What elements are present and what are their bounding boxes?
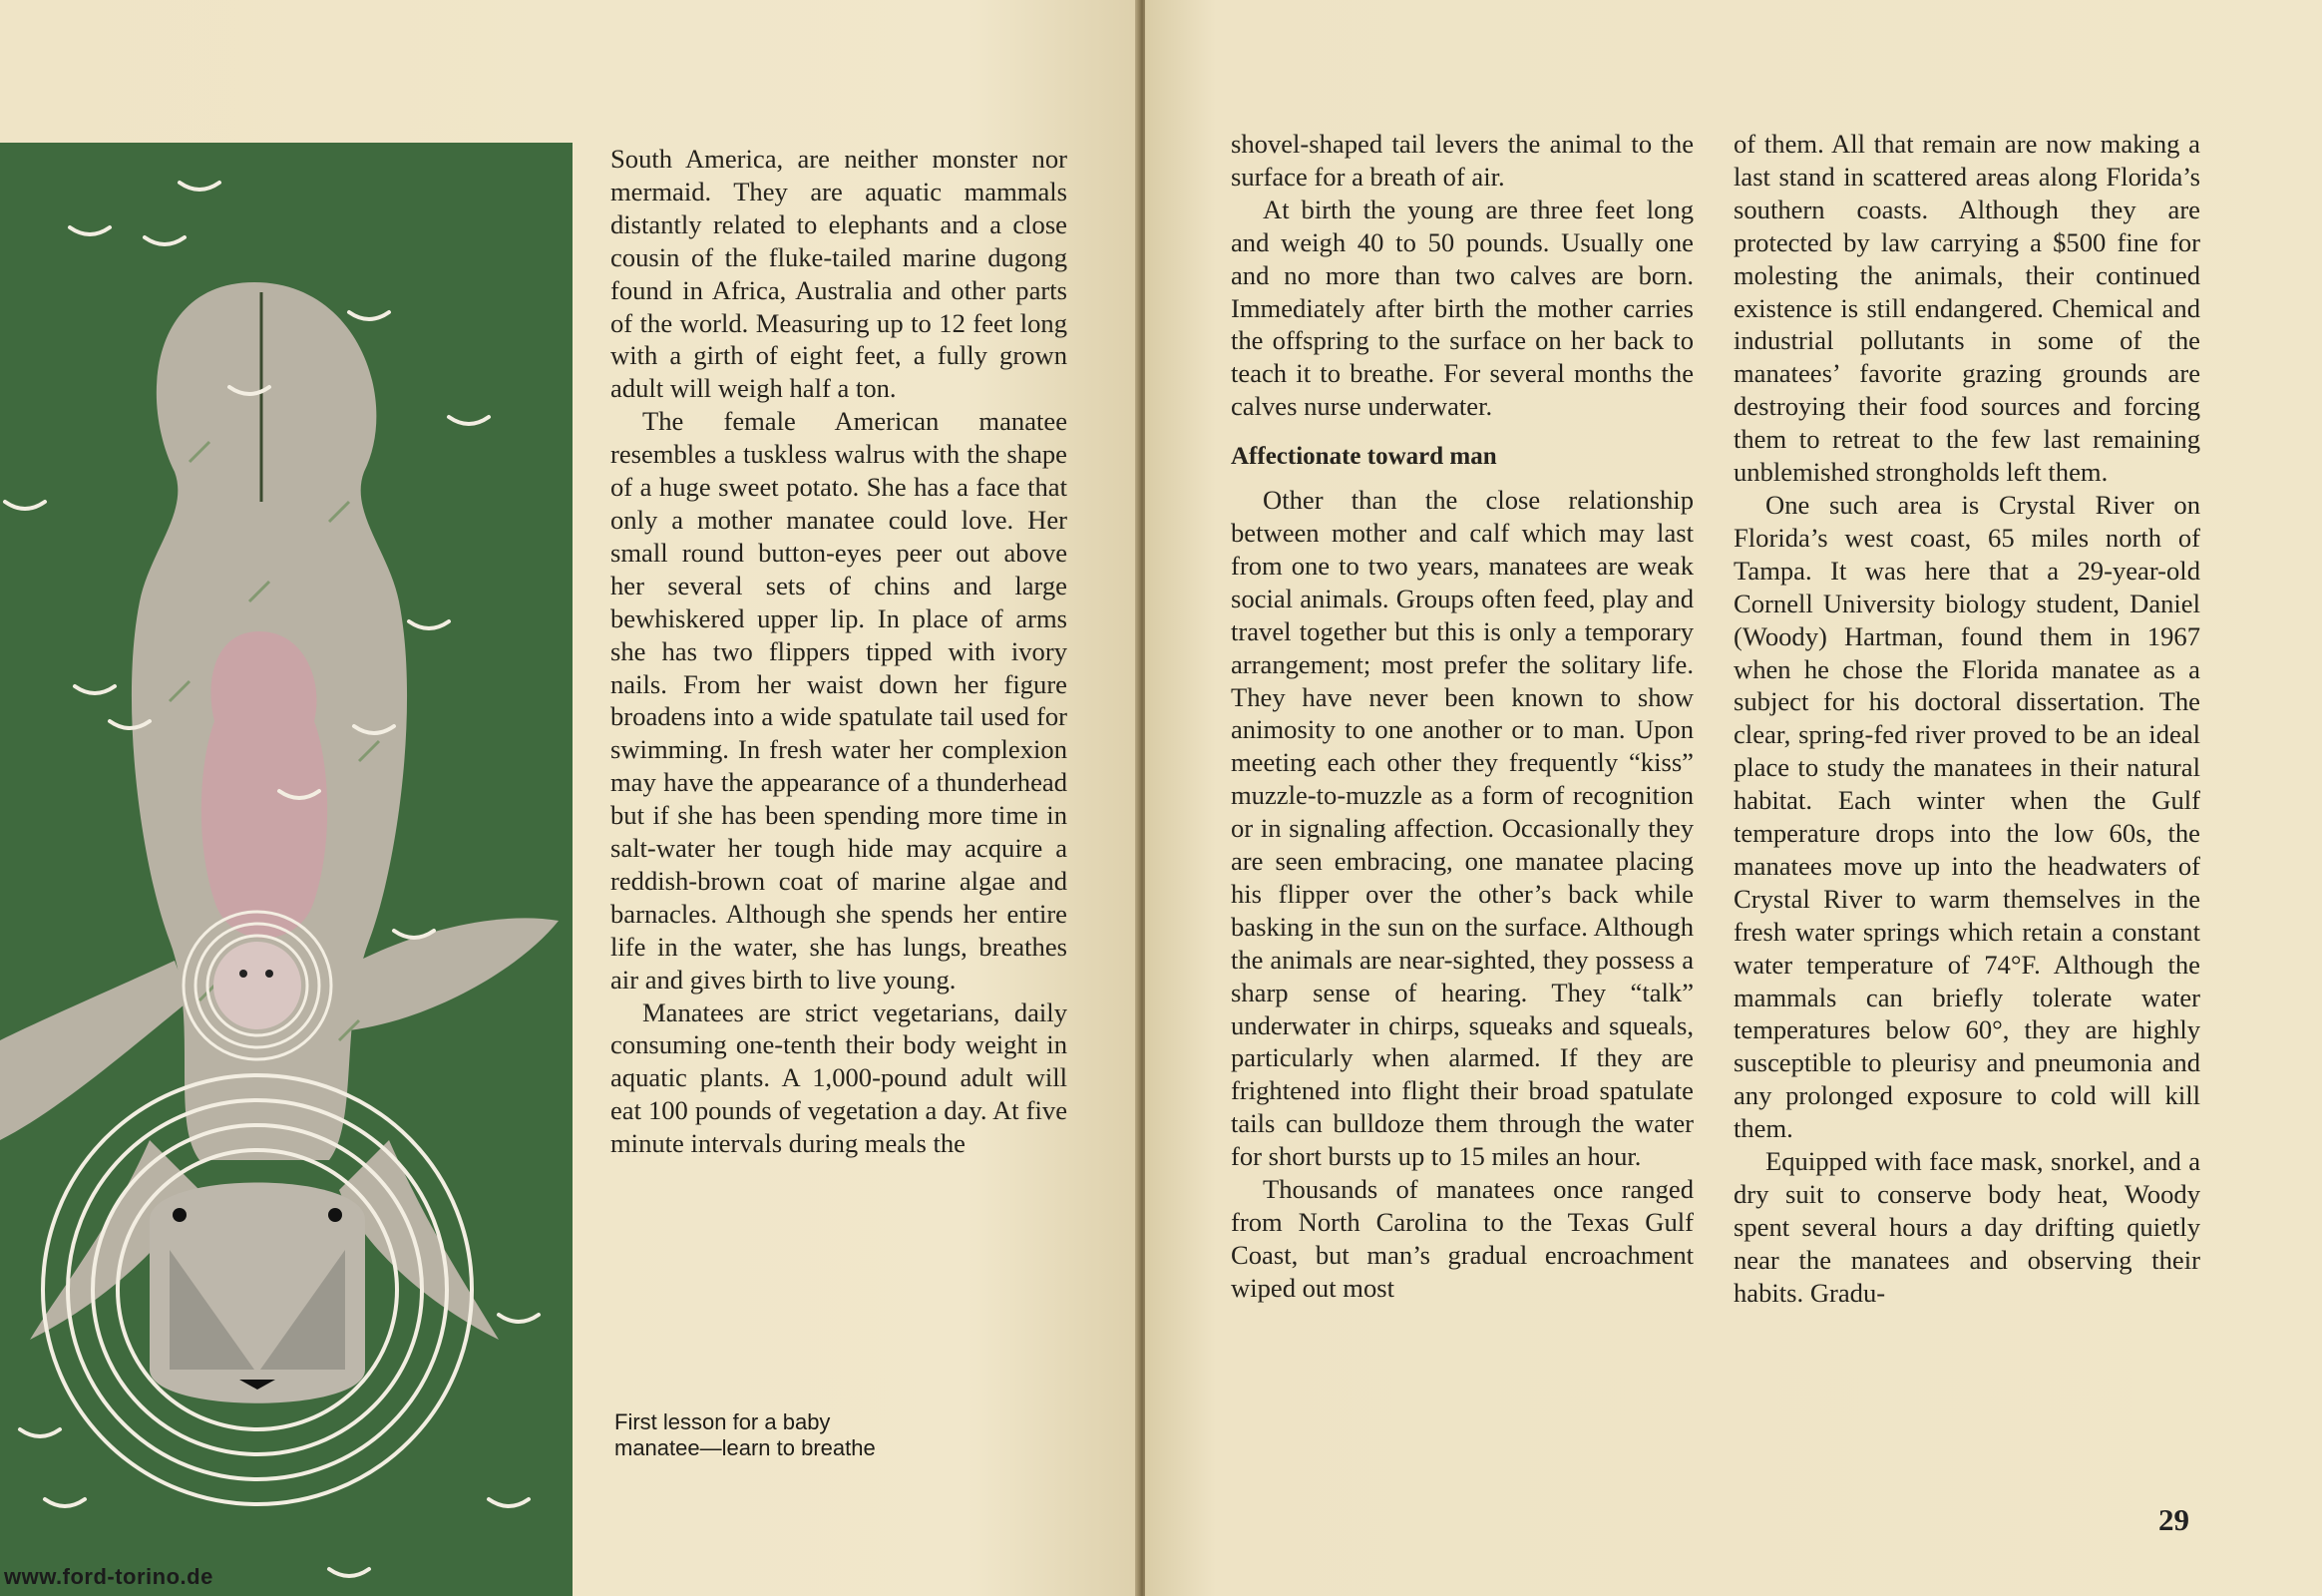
column-3 xyxy=(1734,128,2200,1310)
watermark: www.ford-torino.de xyxy=(4,1564,213,1589)
paragraph: One such area is Crystal River on Florida’s west coast, 65 miles north of Tampa. It was here that a 29-year-old Cornell University biology student, Daniel (Woody) Hartman, found them in 1967 when he chose the Florida manatee as a subject for his doctoral dissertation. The clear, spring-fed river proved to be an ideal place to study the manatees in their natural habitat. Each winter when the Gulf temperature drops into the low 60s, the manatees move up into the headwaters of Crystal River to warm themselves in the fresh water springs which retain a constant water temperature of 74°F. Although the mammals can briefly tolerate water temperatures below 60°, they are highly susceptible to pleurisy and pneumonia and any prolonged exposure to cold will kill them. xyxy=(1734,489,2200,1144)
paragraph: of them. All that remain are now making a last stand in scattered areas along Florida’s southern coasts. Although they are protected by law carrying a $500 fine for molesting the animals, their continued existence is still endangered. Chemical and industrial pollutants in some of the manatees’ favorite grazing grounds are destroying their food sources and forcing them to retreat to the few last remaining unblemished strongholds left them. xyxy=(1734,129,2200,488)
manatee-illustration xyxy=(0,143,573,1596)
paragraph: Equipped with face mask, snorkel, and a dry suit to conserve body heat, Woody spent several hours a day drifting quietly near the manatees and observing their habits. Gradu- xyxy=(1734,1146,2200,1308)
illustration-caption: First lesson for a baby manatee—learn to breathe xyxy=(614,1409,876,1460)
paragraph: At birth the young are three feet long and weigh 40 to 50 pounds. Usually one and no more than two calves are born. Immediately after birth the mother carries the offspring to the surface on her back to teach it to breathe. For several months the calves nurse underwater. xyxy=(1231,194,1694,422)
column-2 xyxy=(1231,128,1694,1305)
paragraph: Other than the close relationship between mother and calf which may last from one to two years, manatees are weak social animals. Groups often feed, play and travel together but this is only a temporary arrangement; most prefer the solitary life. They have never been known to show animosity to one another or to man. Upon meeting each other they frequently “kiss” muzzle-to-muzzle as a form of recognition or in signaling affection. Occasionally they are seen embracing, one manatee placing his flipper over the other’s back while basking in the sun on the surface. Although the animals are near-sighted, they possess a sharp sense of hearing. They “talk” underwater in chirps, squeaks and squeals, particularly when alarmed. If they are frightened into flight their broad spatulate tails can bulldoze them through the water for short bursts up to 15 miles an hour. xyxy=(1231,485,1694,1172)
section-heading: Affectionate toward man xyxy=(1231,443,1497,471)
right-flipper xyxy=(349,918,559,1030)
calf-body xyxy=(201,631,327,939)
paragraph: Manatees are strict vegetarians, daily consuming one-tenth their body weight in aquatic plants. A 1,000-pound adult will eat 100 pounds of vegetation a day. At five minute intervals during meals the xyxy=(610,997,1067,1159)
page-number: 29 xyxy=(2158,1502,2189,1537)
right-page xyxy=(1145,0,2322,1596)
left-page xyxy=(0,0,1139,1596)
paragraph: Thousands of manatees once ranged from North Carolina to the Texas Gulf Coast, but man’s gradual encroachment wiped out most xyxy=(1231,1174,1694,1303)
column-1 xyxy=(610,143,1067,1160)
paragraph: The female American manatee resembles a tuskless walrus with the shape of a huge sweet potato. She has a face that only a mother manatee could love. Her small round button-eyes peer out above her several sets of chins and large bewhiskered upper lip. In place of arms she has two flippers tipped with ivory nails. From her waist down her figure broadens into a wide spatulate tail used for swimming. In fresh water her complexion may have the appearance of a thunderhead but if she has been spending more time in salt-water her tough hide may acquire a reddish-brown coat of marine algae and barnacles. Although she spends her entire life in the water, she has lungs, breathes air and gives birth to live young. xyxy=(610,406,1067,995)
left-flipper xyxy=(0,961,190,1140)
paragraph: South America, are neither monster nor mermaid. They are aquatic mammals distantly related to elephants and a close cousin of the fluke-tailed marine dugong found in Africa, Australia and other parts of the world. Measuring up to 12 feet long with a girth of eight feet, a fully grown adult will weigh half a ton. xyxy=(610,144,1067,404)
calf-head xyxy=(213,942,301,1029)
manatee-drawing xyxy=(0,143,573,1596)
paragraph: shovel-shaped tail levers the animal to the surface for a breath of air. xyxy=(1231,129,1694,192)
